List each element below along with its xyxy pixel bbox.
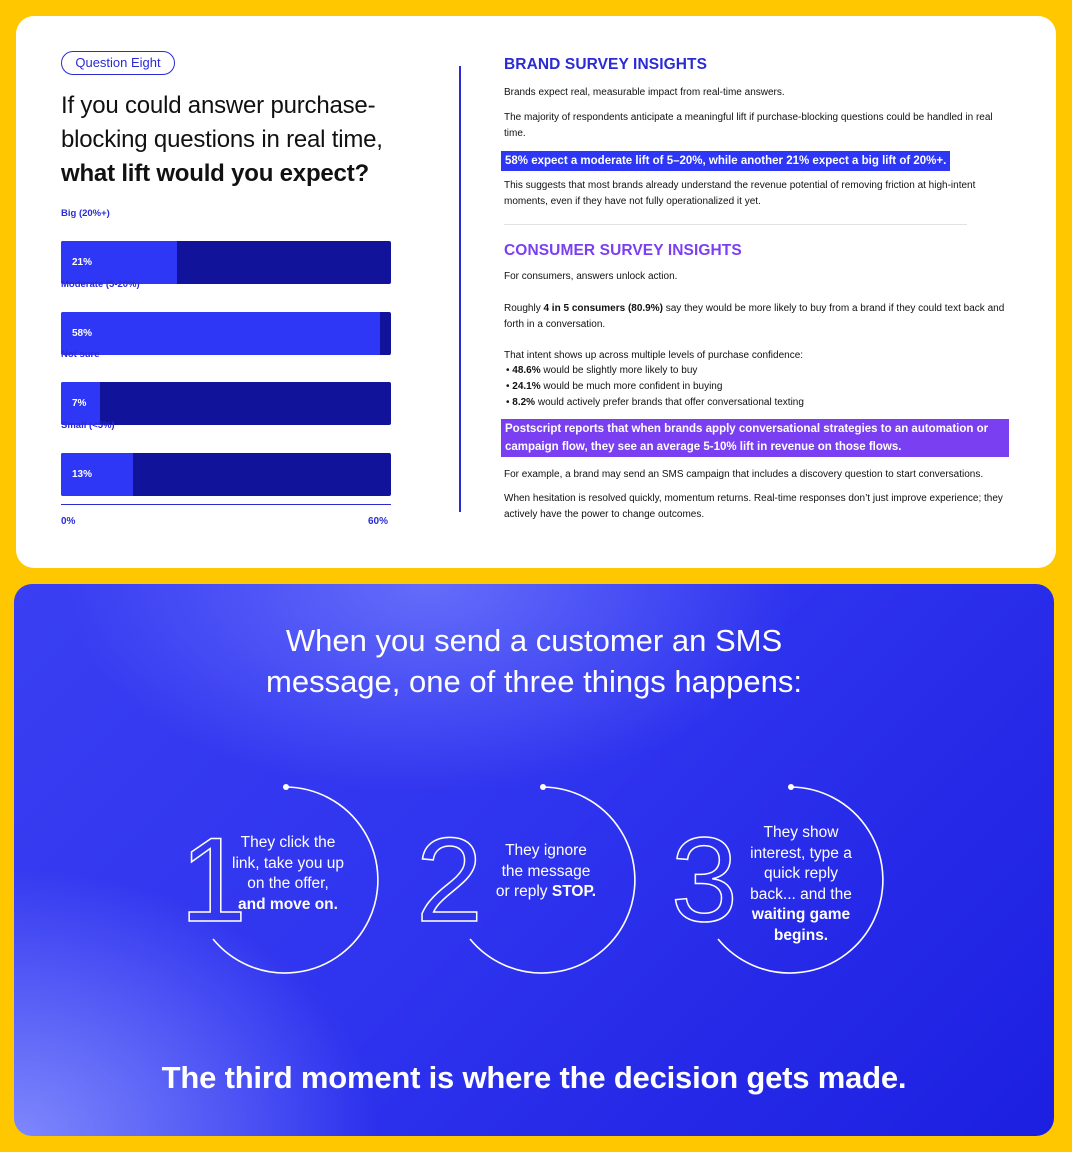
brand-heading: BRAND SURVEY INSIGHTS [504, 56, 708, 73]
survey-card [16, 16, 1056, 568]
step-1-dot [283, 784, 289, 790]
question-line-2: blocking questions in real time, [61, 126, 383, 153]
bullet-item [506, 363, 1016, 379]
brand-p2: The majority of respondents anticipate a meaningful lift if purchase-blocking questions could be handled in real time. [504, 112, 993, 139]
step-1-bold: and move on. [238, 895, 338, 913]
consumer-p2-pre: Roughly [504, 303, 544, 314]
step-2-bold: STOP. [551, 883, 597, 900]
step-3-text [742, 823, 860, 946]
sms-title-line-1: When you send a customer an SMS [285, 623, 783, 658]
consumer-p4: For example, a brand may send an SMS campaign that includes a discovery question to start conversations. [504, 469, 984, 480]
question-line-1: If you could answer purchase- [61, 92, 376, 119]
bullet-bold: 8.2% [512, 397, 536, 408]
consumer-p2 [504, 301, 1014, 333]
bullet-item [506, 379, 1016, 395]
bullet-bold: 24.1% [512, 381, 541, 392]
step-3-number: 3 [671, 813, 738, 947]
step-3-bold: waiting game begins. [751, 906, 851, 944]
bar-fill [61, 312, 380, 355]
step-2-text [494, 841, 598, 903]
bottom-statement: The third moment is where the decision gets made. [161, 1060, 907, 1095]
brand-p3: This suggests that most brands already understand the revenue potential of removing friction at high-intent moments, even if they have not fully operationalized it yet. [504, 180, 976, 207]
consumer-p5: When hesitation is resolved quickly, momentum returns. Real-time responses don’t just improve experience; they actively have the power to change outcomes. [504, 493, 1003, 520]
sms-title-line-2: message, one of three things happens: [266, 664, 802, 699]
bar-value-label: 21% [72, 257, 93, 268]
bar-track [61, 453, 391, 496]
consumer-bullets [506, 363, 1016, 411]
step-2-body: They ignore the message or reply [495, 842, 591, 900]
bullet-item [506, 395, 1016, 411]
brand-highlight: 58% expect a moderate lift of 5–20%, while another 21% expect a big lift of 20%+. [501, 151, 950, 171]
consumer-p2-bold: 4 in 5 consumers (80.9%) [543, 303, 663, 314]
consumer-p2-post: say they would be more likely to buy from a brand if they could text back and forth in a conversation. [504, 303, 1005, 330]
bar-value-label: 7% [72, 398, 87, 409]
step-1-body: They click the link, take you up on the offer, [232, 834, 345, 892]
brand-p1: Brands expect real, measurable impact from real-time answers. [504, 87, 785, 98]
step-2-number: 2 [416, 813, 483, 947]
step-3-dot [788, 784, 794, 790]
bullet-text: would be slightly more likely to buy [540, 365, 698, 376]
bar-category-label: Big (20%+) [61, 208, 110, 219]
axis-tick-max: 60% [368, 516, 389, 527]
bar-category-label: Not sure [61, 349, 100, 360]
consumer-highlight: Postscript reports that when brands apply conversational strategies to an automation or campaign flow, they see an average 5-10% lift in revenue on those flows. [501, 419, 1009, 457]
column-divider [459, 66, 461, 512]
question-pill: Question Eight [61, 51, 175, 75]
consumer-heading: CONSUMER SURVEY INSIGHTS [504, 242, 742, 259]
bar-value-label: 58% [72, 327, 93, 339]
section-divider [504, 224, 967, 225]
bar-value-label: 13% [72, 468, 93, 480]
bullet-bold: 48.6% [512, 365, 541, 376]
consumer-p1: For consumers, answers unlock action. [504, 271, 678, 282]
bar-track [61, 312, 391, 355]
question-heading [61, 89, 421, 191]
bullet-text: would be much more confident in buying [540, 381, 723, 392]
sms-panel [14, 584, 1054, 1136]
question-bold: what lift would you expect? [61, 160, 369, 187]
step-2-dot [540, 784, 546, 790]
step-1-number: 1 [180, 813, 247, 947]
chart-axis-line [61, 504, 391, 505]
step-3-body: They show interest, type a quick reply back... and the [750, 824, 852, 903]
bullet-text: would actively prefer brands that offer conversational texting [535, 397, 804, 408]
step-1-text [232, 833, 344, 915]
bar-category-label: Small (<5%) [61, 419, 115, 431]
consumer-p3: That intent shows up across multiple levels of purchase confidence: [504, 350, 804, 361]
bar-category-label: Moderate (5-20%) [61, 278, 140, 290]
axis-tick-min: 0% [61, 516, 76, 527]
